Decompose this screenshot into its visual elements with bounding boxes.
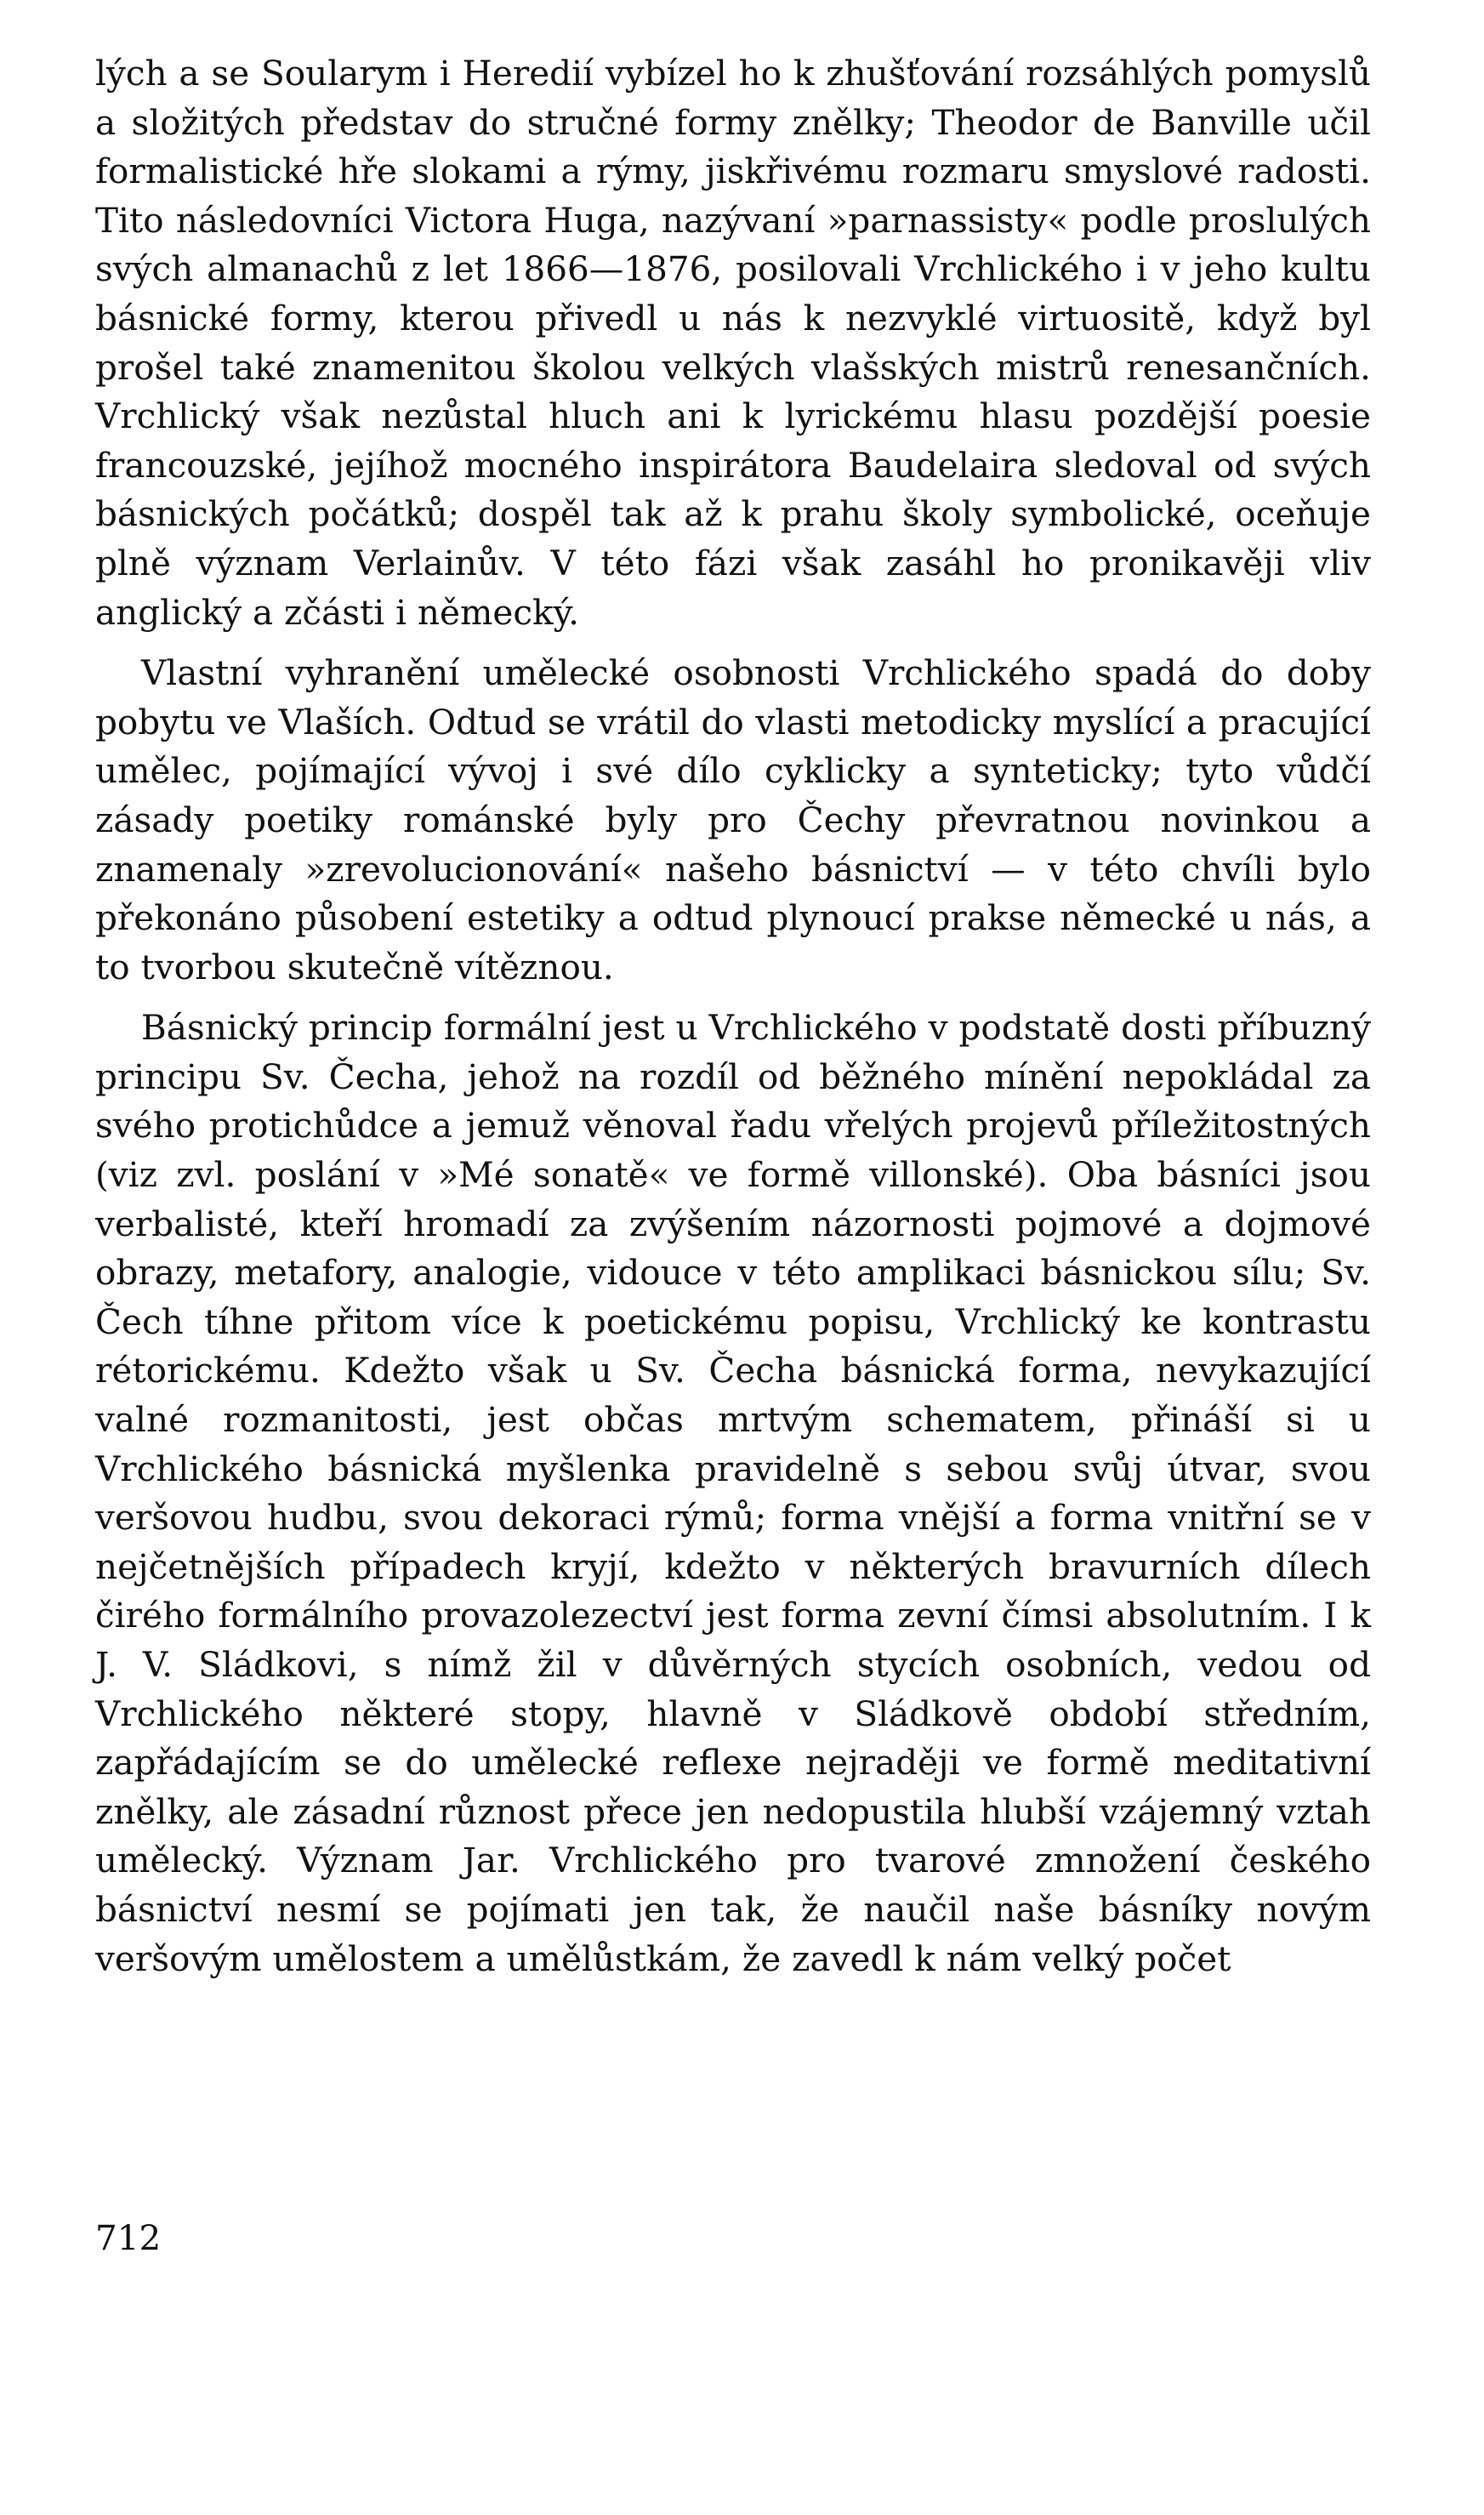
page-text — [95, 49, 1371, 1983]
page-number: 712 — [95, 2217, 162, 2258]
paragraph-2: Vlastní vyhranění umělecké osobnosti Vrchlického spadá do doby pobytu ve Vlaších. Odtud se vrátil do vlasti metodicky myslící a pracující umělec, pojímající vývoj i své dílo cyklicky a synteticky; tyto vůdčí zásady poetiky románské byly pro Čechy převratnou novinkou a znamenaly »zrevolucionování« našeho básnictví — v této chvíli bylo překonáno působení estetiky a odtud plynoucí prakse německé u nás, a to tvorbou skutečně vítěznou. — [95, 652, 1371, 987]
paragraph-1: lých a se Soularym i Heredií vybízel ho k zhušťování rozsáhlých pomyslů a složitých představ do stručné formy znělky; Theodor de Banville učil formalistické hře slokami a rýmy, jiskřivému rozmaru smyslové radosti. Tito následovníci Victora Huga, nazývaní »parnassisty« podle proslulých svých almanachů z let 1866—1876, posilovali Vrchlického i v jeho kultu básnické formy, kterou přivedl u nás k nezvyklé virtuositě, když byl prošel také znamenitou školou velkých vlašských mistrů renesančních. Vrchlický však nezůstal hluch ani k lyrickému hlasu pozdější poesie francouzské, jejíhož mocného inspirátora Baudelaira sledoval od svých básnických počátků; dospěl tak až k prahu školy symbolické, oceňuje plně význam Verlainův. V této fázi však zasáhl ho pronikavěji vliv anglický a zčásti i německý. — [95, 53, 1371, 633]
paragraph-3: Básnický princip formální jest u Vrchlického v podstatě dosti příbuzný principu Sv. Čecha, jehož na rozdíl od běžného mínění nepokládal za svého protichůdce a jemuž věnoval řadu vřelých projevů příležitostných (viz zvl. poslání v »Mé sonatě« ve formě villonské). Oba básníci jsou verbalisté, kteří hromadí za zvýšením názornosti pojmové a dojmové obrazy, metafory, analogie, vidouce v této amplikaci básnickou sílu; Sv. Čech tíhne přitom více k poetickému popisu, Vrchlický ke kontrastu rétorickému. Kdežto však u Sv. Čecha básnická forma, nevykazující valné rozmanitosti, jest občas mrtvým schematem, přináší si u Vrchlického básnická myšlenka pravidelně s sebou svůj útvar, svou veršovou hudbu, svou dekoraci rýmů; forma vnější a forma vnitřní se v nejčetnějších případech kryjí, kdežto v některých bravurních dílech čirého formálního provazolezectví jest forma zevní čímsi absolutním. I k J. V. Sládkovi, s nímž žil v důvěrných stycích osobních, vedou od Vrchlického některé stopy, hlavně v Sládkově období středním, zapřádajícím se do umělecké reflexe nejraději ve formě meditativní znělky, ale zásadní různost přece jen nedopustila hlubší vzájemný vztah umělecký. Význam Jar. Vrchlického pro tvarové zmnožení českého básnictví nesmí se pojímati jen tak, že naučil naše básníky novým veršovým umělostem a umělůstkám, že zavedl k nám velký počet — [95, 1007, 1371, 1979]
